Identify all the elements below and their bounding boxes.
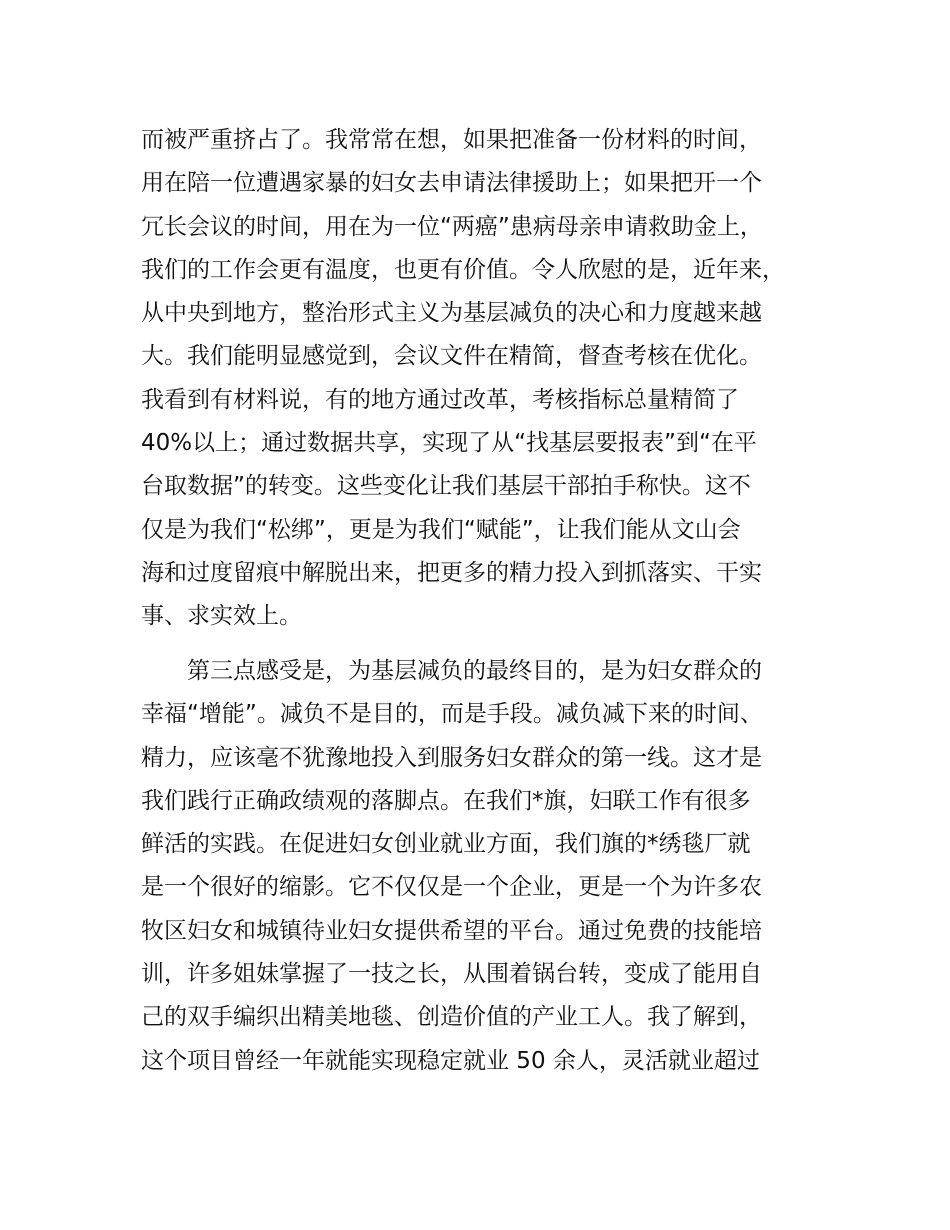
text-line: 台取数据”的转变。这些变化让我们基层干部拍手称快。这不 [141, 473, 751, 500]
text-line: 是一个很好的缩影。它不仅仅是一个企业，更是一个为许多农 [141, 874, 762, 901]
text-line: 40%以上；通过数据共享，实现了从“找基层要报表”到“在平 [141, 430, 757, 457]
text-line: 第三点感受是，为基层减负的最终目的，是为妇女群众的 [187, 658, 762, 684]
text-line: 幸福“增能”。减负不是目的，而是手段。减负减下来的时间、 [141, 701, 763, 728]
text-line: 己的双手编织出精美地毯、创造价值的产业工人。我了解到， [141, 1004, 762, 1031]
text-line: 我们的工作会更有温度，也更有价值。令人欣慰的是，近年来， [141, 256, 785, 283]
paragraph-2 [141, 650, 841, 1083]
text-line: 海和过度留痕中解脱出来，把更多的精力投入到抓落实、干实 [141, 559, 762, 586]
text-line: 从中央到地方，整治形式主义为基层减负的决心和力度越来越 [141, 300, 762, 327]
text-line: 事、求实效上。 [141, 603, 302, 630]
text-line: 我们践行正确政绩观的落脚点。在我们*旗，妇联工作有很多 [141, 787, 751, 814]
text-line: 用在陪一位遭遇家暴的妇女去申请法律援助上；如果把开一个 [141, 170, 762, 197]
text-line: 冗长会议的时间，用在为一位“两癌”患病母亲申请救助金上， [141, 213, 763, 240]
text-line: 精力，应该毫不犹豫地投入到服务妇女群众的第一线。这才是 [141, 744, 762, 771]
text-line: 鲜活的实践。在促进妇女创业就业方面，我们旗的*绣毯厂就 [141, 831, 751, 858]
text-line: 这个项目曾经一年就能实现稳定就业 50 余人，灵活就业超过 [141, 1047, 760, 1074]
text-line: 我看到有材料说，有的地方通过改革，考核指标总量精简了 [141, 386, 739, 413]
paragraph-1 [141, 119, 841, 639]
text-line: 仅是为我们“松绑”，更是为我们“赋能”，让我们能从文山会 [141, 516, 741, 543]
text-line: 训，许多姐妹掌握了一技之长，从围着锅台转，变成了能用自 [141, 961, 762, 988]
text-line: 牧区妇女和城镇待业妇女提供希望的平台。通过免费的技能培 [141, 917, 762, 944]
text-line: 大。我们能明显感觉到，会议文件在精简，督查考核在优化。 [141, 343, 762, 370]
text-line: 而被严重挤占了。我常常在想，如果把准备一份材料的时间， [141, 127, 762, 153]
